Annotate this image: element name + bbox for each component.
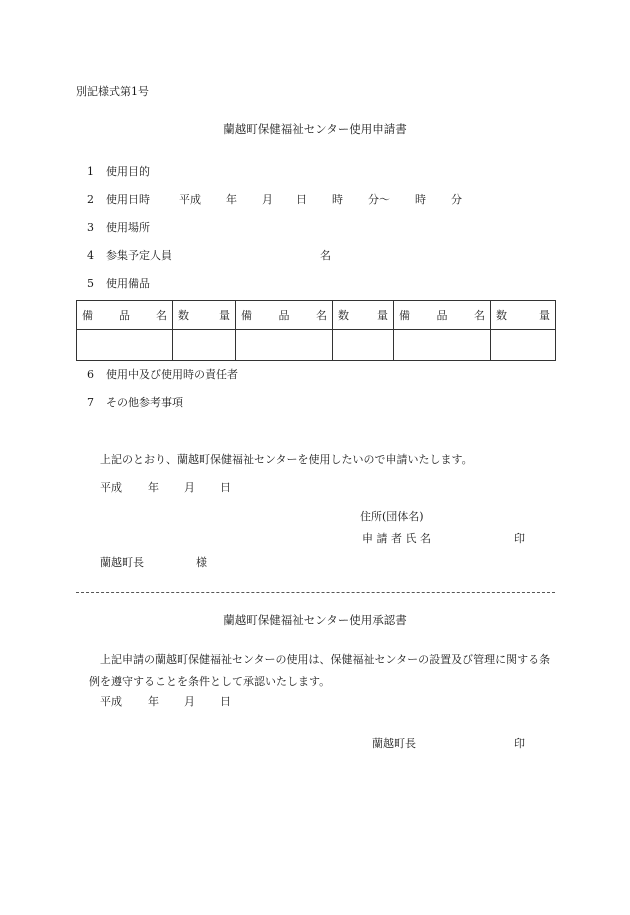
approval-seal: 印 [514, 737, 525, 750]
datetime-hour-to: 時 [415, 193, 426, 206]
equipment-qty-cell[interactable] [491, 330, 556, 361]
item-number: 4 [87, 249, 94, 262]
approval-signer: 蘭越町長 [372, 737, 416, 750]
honorific: 様 [196, 556, 207, 569]
item-number: 6 [87, 368, 94, 381]
datetime-era: 平成 [179, 193, 201, 206]
dashed-divider [76, 592, 555, 593]
datetime-minute-to: 分 [451, 193, 462, 206]
approval-title: 蘭越町保健福祉センター使用承認書 [223, 613, 407, 627]
applicant-seal: 印 [514, 532, 525, 545]
equipment-item-cell[interactable] [77, 330, 173, 361]
equipment-qty-cell[interactable] [173, 330, 236, 361]
col-header-item: 備 品 名 [77, 301, 173, 330]
item-number: 3 [87, 221, 94, 234]
equipment-table-row [77, 330, 556, 361]
form-number: 別記様式第1号 [76, 85, 149, 98]
address-label: 住所(団体名) [360, 510, 424, 523]
addressee: 蘭越町長 [100, 556, 144, 569]
item-number: 1 [87, 165, 94, 178]
item-label-attendees: 参集予定人員 [106, 249, 172, 262]
datetime-month: 月 [262, 193, 273, 206]
item-label-datetime: 使用日時 [106, 193, 150, 206]
equipment-item-cell[interactable] [394, 330, 491, 361]
datetime-minute-from: 分〜 [368, 193, 390, 206]
approval-statement: 上記申請の蘭越町保健福祉センターの使用は、保健福祉センターの設置及び管理に関する条例を遵守することを条件として承認いたします。 [89, 653, 551, 688]
application-title: 蘭越町保健福祉センター使用申請書 [223, 122, 407, 136]
item-label-responsible: 使用中及び使用時の責任者 [106, 368, 238, 381]
item-label-location: 使用場所 [106, 221, 150, 234]
datetime-day: 日 [296, 193, 307, 206]
col-header-item: 備 品 名 [394, 301, 491, 330]
item-number: 7 [87, 396, 94, 409]
equipment-table [76, 300, 556, 361]
datetime-hour: 時 [332, 193, 343, 206]
item-label-purpose: 使用目的 [106, 165, 150, 178]
application-statement: 上記のとおり、蘭越町保健福祉センターを使用したいので申請いたします。 [100, 453, 473, 466]
col-header-qty: 数 量 [333, 301, 394, 330]
col-header-item: 備 品 名 [236, 301, 333, 330]
item-number: 5 [87, 277, 94, 290]
equipment-table-header [77, 301, 556, 330]
attendees-unit: 名 [320, 249, 331, 262]
applicant-label: 申 請 者 氏 名 [362, 532, 431, 545]
equipment-qty-cell[interactable] [333, 330, 394, 361]
col-header-qty: 数 量 [173, 301, 236, 330]
item-label-notes: その他参考事項 [106, 396, 183, 409]
item-number: 2 [87, 193, 94, 206]
datetime-year: 年 [226, 193, 237, 206]
item-label-equipment: 使用備品 [106, 277, 150, 290]
equipment-item-cell[interactable] [236, 330, 333, 361]
col-header-qty: 数 量 [491, 301, 556, 330]
